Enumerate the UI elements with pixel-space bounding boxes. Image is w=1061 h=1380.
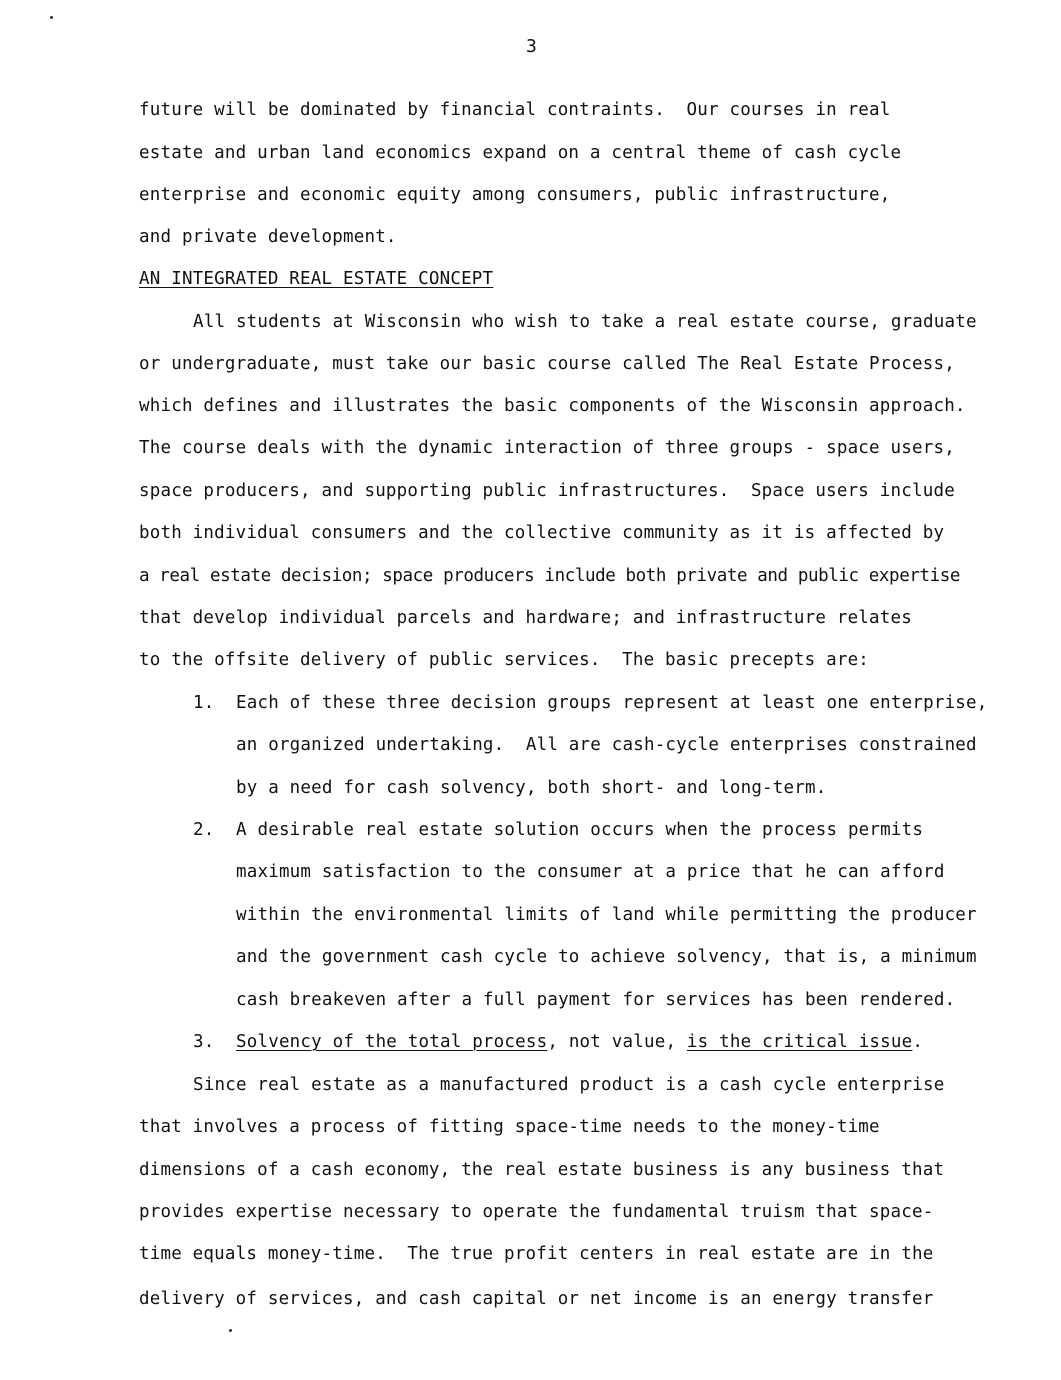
scan-speck: [229, 1329, 232, 1332]
list-number: 2.: [193, 820, 215, 840]
text-line: enterprise and economic equity among consumers, public infrastructure,: [139, 185, 891, 205]
text-line: that develop individual parcels and hardware; and infrastructure relates: [139, 608, 912, 628]
text-line: both individual consumers and the collective community as it is affected by: [139, 523, 945, 543]
text-line: The course deals with the dynamic interaction of three groups - space users,: [139, 438, 955, 458]
page-number: 3: [526, 36, 537, 57]
text-line: time equals money-time. The true profit centers in real estate are in the: [139, 1244, 934, 1264]
text-line: that involves a process of fitting space-time needs to the money-time: [139, 1117, 880, 1137]
text-line: estate and urban land economics expand on a central theme of cash cycle: [139, 143, 902, 163]
list-item-line: [236, 1032, 923, 1052]
text-span: .: [912, 1032, 924, 1052]
list-item-line: maximum satisfaction to the consumer at a price that he can afford: [236, 862, 945, 882]
text-line: which defines and illustrates the basic components of the Wisconsin approach.: [139, 396, 966, 416]
list-number: 1.: [193, 693, 215, 713]
list-item-line: by a need for cash solvency, both short- and long-term.: [236, 778, 827, 798]
text-line: to the offsite delivery of public services. The basic precepts are:: [139, 650, 870, 670]
list-item-line: an organized undertaking. All are cash-cycle enterprises constrained: [236, 735, 977, 755]
text-line: space producers, and supporting public infrastructures. Space users include: [139, 481, 955, 501]
section-heading: AN INTEGRATED REAL ESTATE CONCEPT: [139, 269, 494, 289]
text-line: All students at Wisconsin who wish to take a real estate course, graduate: [193, 312, 977, 332]
text-line: Since real estate as a manufactured product is a cash cycle enterprise: [193, 1075, 945, 1095]
list-item-line: A desirable real estate solution occurs when the process permits: [236, 820, 924, 840]
scan-speck: [50, 16, 53, 19]
emphasis-underline: is the critical issue: [686, 1032, 913, 1052]
emphasis-underline: Solvency of the total process: [236, 1032, 548, 1052]
text-line: provides expertise necessary to operate the fundamental truism that space-: [139, 1202, 934, 1222]
text-line: delivery of services, and cash capital or net income is an energy transfer: [139, 1289, 934, 1309]
text-line: dimensions of a cash economy, the real estate business is any business that: [139, 1160, 945, 1180]
text-line: a real estate decision; space producers include both private and public expertise: [139, 566, 961, 586]
list-item-line: and the government cash cycle to achieve solvency, that is, a minimum: [236, 947, 977, 967]
text-line: and private development.: [139, 227, 397, 247]
list-item-line: within the environmental limits of land while permitting the producer: [236, 905, 977, 925]
list-item-line: cash breakeven after a full payment for services has been rendered.: [236, 990, 956, 1010]
text-line: or undergraduate, must take our basic course called The Real Estate Process,: [139, 354, 955, 374]
text-line: future will be dominated by financial contraints. Our courses in real: [139, 100, 891, 120]
list-number: 3.: [193, 1032, 215, 1052]
text-span: , not value,: [547, 1032, 687, 1052]
list-item-line: Each of these three decision groups represent at least one enterprise,: [236, 693, 988, 713]
